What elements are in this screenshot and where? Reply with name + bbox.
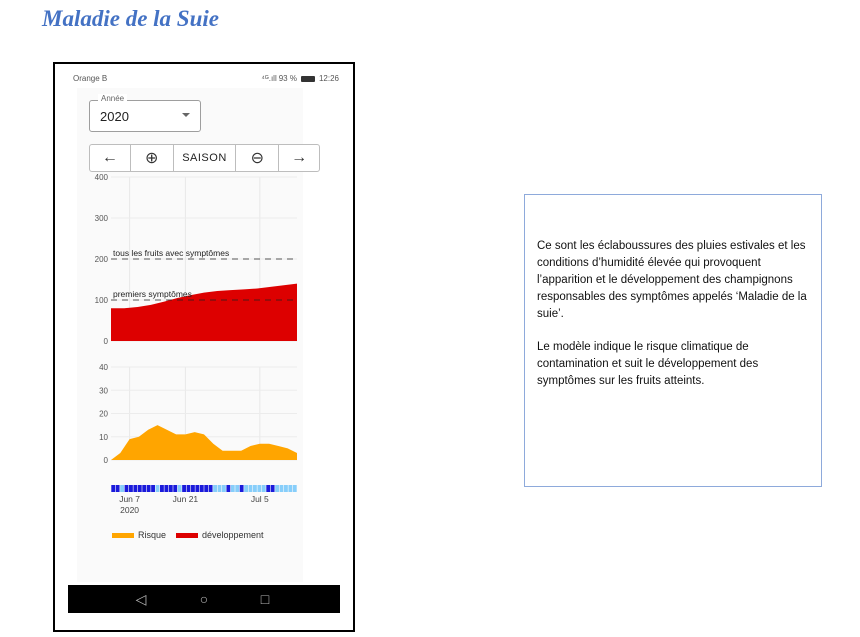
- rain-day-cell: [213, 485, 217, 492]
- rain-day-cell: [231, 485, 235, 492]
- rain-day-cell: [182, 485, 186, 492]
- rain-day-cell: [222, 485, 226, 492]
- y-tick-label: 30: [99, 386, 108, 396]
- y-tick-label: 40: [99, 363, 108, 372]
- rain-day-cell: [125, 485, 129, 492]
- zoom-in-button[interactable]: [131, 145, 174, 171]
- rain-day-cell: [262, 485, 266, 492]
- zoom-out-icon: ⊖: [250, 150, 264, 167]
- legend-risk[interactable]: [112, 530, 166, 540]
- chart-toolbar: [89, 144, 320, 172]
- rain-day-cell: [120, 485, 124, 492]
- legend-risk-swatch: [112, 533, 134, 538]
- saison-button[interactable]: SAISON: [174, 145, 237, 171]
- x-tick-label: Jun 7: [119, 494, 140, 504]
- rain-day-cell: [288, 485, 292, 492]
- rain-day-cell: [253, 485, 257, 492]
- rain-day-cell: [284, 485, 288, 492]
- rain-day-cell: [173, 485, 177, 492]
- risk-chart: [75, 356, 305, 518]
- rain-day-cell: [275, 485, 279, 492]
- legend-dev[interactable]: [176, 530, 264, 540]
- legend-risk-label: Risque: [138, 530, 167, 540]
- battery-percent: 93 %: [278, 74, 297, 83]
- carrier-name: Orange B: [73, 74, 108, 83]
- x-tick-label: Jul 5: [250, 494, 269, 504]
- rain-day-cell: [244, 485, 248, 492]
- development-chart: [75, 174, 305, 349]
- rain-day-cell: [187, 485, 191, 492]
- threshold-label: tous les fruits avec symptômes: [113, 248, 230, 258]
- rain-day-cell: [164, 485, 168, 492]
- clock: 12:26: [318, 74, 339, 83]
- rain-day-cell: [235, 485, 239, 492]
- dropdown-caret-icon: [182, 113, 190, 117]
- rain-day-cell: [226, 485, 230, 492]
- zoom-in-icon: ⊕: [145, 150, 159, 167]
- rain-day-cell: [138, 485, 142, 492]
- rain-day-cell: [195, 485, 199, 492]
- phone-screenshot: [53, 62, 355, 632]
- rain-day-cell: [142, 485, 146, 492]
- android-nav-bar: [68, 585, 340, 613]
- rain-day-cell: [129, 485, 133, 492]
- info-paragraph-2: Le modèle indique le risque climatique de contamination et suit le développement des symptômes sur les fruits atteints.: [537, 341, 759, 387]
- y-tick-label: 400: [94, 174, 108, 182]
- arrow-left-icon: ←: [101, 149, 118, 166]
- year-select[interactable]: [89, 94, 201, 132]
- rain-day-cell: [204, 485, 208, 492]
- y-tick-label: 200: [94, 255, 108, 264]
- rain-day-cell: [200, 485, 204, 492]
- threshold-label: premiers symptômes: [113, 289, 192, 299]
- year-select-value: 2020: [100, 109, 129, 124]
- nav-recents-icon[interactable]: □: [260, 591, 270, 607]
- info-box: [524, 194, 822, 487]
- zoom-out-button[interactable]: [236, 145, 279, 171]
- rain-day-cell: [111, 485, 115, 492]
- rain-day-cell: [169, 485, 173, 492]
- status-bar: [55, 64, 353, 86]
- rain-day-cell: [156, 485, 160, 492]
- rain-day-cell: [151, 485, 155, 492]
- page-title: Maladie de la Suie: [42, 6, 219, 31]
- rain-day-cell: [178, 485, 182, 492]
- x-tick-year-label: 2020: [120, 505, 140, 515]
- rain-day-cell: [271, 485, 275, 492]
- rain-day-cell: [218, 485, 222, 492]
- rain-day-cell: [209, 485, 213, 492]
- nav-back-icon[interactable]: ◁: [135, 590, 147, 607]
- y-tick-label: 0: [103, 337, 108, 346]
- battery-icon: [301, 76, 315, 82]
- legend-dev-label: développement: [202, 530, 264, 540]
- info-paragraph-1: Ce sont les éclaboussures des pluies estivales et les conditions d’humidité élevée qui provoquent l’apparition et le développement des champignons responsables des symptômes appelés ‘Maladie de la suie’.: [537, 240, 807, 320]
- y-tick-label: 100: [94, 296, 108, 305]
- rain-day-cell: [257, 485, 261, 492]
- rain-day-cell: [249, 485, 253, 492]
- rain-day-cell: [133, 485, 137, 492]
- y-tick-label: 10: [99, 432, 108, 442]
- back-button[interactable]: [90, 145, 131, 171]
- legend-dev-swatch: [176, 533, 198, 538]
- risk-area: [111, 425, 297, 460]
- rain-day-cell: [191, 485, 195, 492]
- rain-day-cell: [293, 485, 297, 492]
- nav-home-icon[interactable]: ○: [199, 591, 209, 607]
- rain-day-cell: [116, 485, 120, 492]
- rain-day-cell: [280, 485, 284, 492]
- y-tick-label: 20: [99, 409, 108, 419]
- signal-icon: ⁴ᴳ.ıll: [261, 74, 277, 83]
- rain-day-cell: [147, 485, 151, 492]
- year-select-label: Année: [98, 94, 127, 103]
- arrow-right-icon: →: [291, 149, 308, 166]
- y-tick-label: 300: [94, 214, 108, 223]
- rain-day-cell: [160, 485, 164, 492]
- rain-day-cell: [266, 485, 270, 492]
- chart-legend: [112, 530, 264, 540]
- x-tick-label: Jun 21: [172, 494, 199, 504]
- forward-button[interactable]: [279, 145, 319, 171]
- y-tick-label: 0: [103, 456, 108, 465]
- rain-day-cell: [240, 485, 244, 492]
